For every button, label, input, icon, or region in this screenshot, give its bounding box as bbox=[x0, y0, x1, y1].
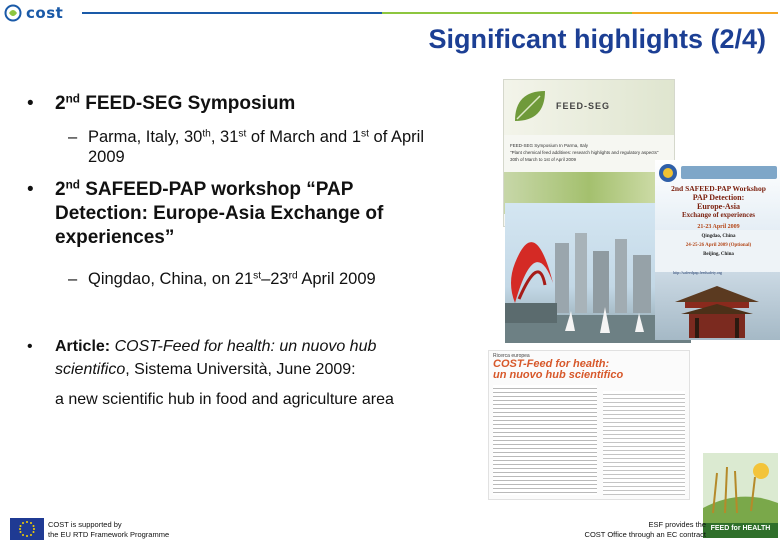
header-line-orange bbox=[632, 12, 778, 14]
safeed-line: Exchange of experiences bbox=[681, 211, 756, 219]
eu-flag-icon bbox=[10, 518, 44, 540]
safeed-line: Qingdao, China bbox=[701, 234, 736, 239]
bullet-text: FEED-SEG Symposium bbox=[79, 93, 296, 114]
article-source: , Sistema Università, June 2009: bbox=[125, 361, 356, 378]
superscript: st bbox=[253, 270, 262, 282]
superscript: th bbox=[202, 128, 211, 140]
article-body-col1 bbox=[493, 385, 597, 495]
slide-title: Significant highlights (2/4) bbox=[428, 24, 766, 54]
flyer-line: "Plant chemical feed additives: research highlights and regulatory aspects" bbox=[510, 150, 659, 155]
article-title: COST-Feed for health: un nuovo hub bbox=[114, 338, 377, 355]
flyer-brand: FEED-SEG bbox=[556, 101, 611, 111]
superscript: st bbox=[361, 128, 369, 140]
flyer-line: FEED-SEG Symposium In Parma, Italy bbox=[510, 143, 589, 148]
safeed-text bbox=[660, 184, 777, 259]
article-headline bbox=[493, 359, 623, 381]
superscript: nd bbox=[65, 92, 80, 106]
sub-text: Qingdao, China, on 21 bbox=[88, 270, 254, 288]
article-headline-line: un nuovo hub scientifico bbox=[493, 369, 624, 381]
superscript: st bbox=[238, 128, 247, 140]
cost-logo-text: cost bbox=[26, 4, 64, 22]
sub-text: April 2009 bbox=[297, 270, 376, 288]
safeed-line: Europe-Asia bbox=[697, 202, 740, 211]
bullet-dot: • bbox=[27, 93, 34, 114]
safeed-url: http://safeedpap.feedsafety.org bbox=[673, 270, 722, 275]
safeed-line: 24-25-26 April 2009 (Optional) bbox=[685, 243, 752, 248]
article-title-line2: scientifico bbox=[55, 361, 126, 378]
emblem-icon bbox=[658, 163, 678, 183]
header-line-blue bbox=[82, 12, 382, 14]
temple-icon bbox=[655, 272, 780, 340]
cost-logo-mark bbox=[4, 4, 24, 22]
bullet-text: 2 bbox=[55, 93, 66, 114]
footer-left-line2: the EU RTD Framework Programme bbox=[48, 529, 170, 539]
bullet-text: SAFEED-PAP workshop “PAP bbox=[79, 179, 354, 200]
sub-text: Parma, Italy, 30 bbox=[88, 128, 203, 146]
article-kicker: Ricerca europea bbox=[493, 353, 530, 359]
bullet-text-line2: Detection: Europe-Asia Exchange of bbox=[55, 203, 384, 224]
safeed-pap-flyer-image bbox=[655, 160, 780, 340]
sub-text: of April bbox=[368, 128, 424, 146]
leaf-icon bbox=[510, 86, 550, 126]
cost-logo bbox=[4, 3, 76, 23]
safeed-line: 21-23 April 2009 bbox=[697, 224, 740, 230]
footer-left bbox=[48, 520, 169, 539]
sub-dash: – bbox=[68, 270, 78, 288]
superscript: nd bbox=[65, 178, 80, 192]
safeed-line: Beijing, China bbox=[703, 252, 734, 257]
bullet-text-line3: experiences” bbox=[55, 227, 175, 248]
sub-text: –23 bbox=[261, 270, 289, 288]
safeed-line: PAP Detection: bbox=[692, 193, 745, 202]
flyer-line: 30th of March to 1st of April 2009 bbox=[510, 157, 577, 162]
footer-left-line1: COST is supported by bbox=[48, 520, 122, 529]
sub-text-line2: 2009 bbox=[88, 148, 125, 166]
safeed-line: 2nd SAFEED-PAP Workshop bbox=[671, 184, 766, 193]
sub-text: of March and 1 bbox=[246, 128, 361, 146]
sub-dash: – bbox=[68, 128, 78, 146]
footer-right bbox=[585, 520, 706, 539]
sub-text: , 31 bbox=[210, 128, 239, 146]
eu-stars bbox=[10, 518, 44, 540]
footer-right-line1: ESF provides the bbox=[648, 520, 706, 529]
sub-bullet-parma bbox=[68, 127, 508, 167]
bullet-dot: • bbox=[27, 179, 34, 200]
footer-right-line2: COST Office through an EC contract bbox=[584, 529, 706, 539]
feed-for-health-logo bbox=[703, 453, 778, 538]
temple-photo bbox=[655, 272, 780, 340]
header-line-green bbox=[382, 12, 632, 14]
article-body-col2 bbox=[603, 391, 685, 495]
sub-bullet-qingdao bbox=[68, 269, 488, 289]
bullet-article bbox=[27, 335, 495, 411]
bullet-dot: • bbox=[27, 338, 33, 355]
article-headline-line: COST-Feed for health: bbox=[493, 358, 610, 370]
bullet-feed-seg bbox=[27, 92, 485, 116]
article-description: a new scientific hub in food and agriculture area bbox=[55, 391, 394, 408]
article-label: Article: bbox=[55, 338, 115, 355]
flyer-text bbox=[510, 142, 670, 163]
bullet-safeed-pap bbox=[27, 178, 485, 250]
feed-for-health-label: FEED for HEALTH bbox=[710, 525, 771, 532]
logo-strip bbox=[681, 166, 777, 179]
superscript: rd bbox=[288, 270, 298, 282]
bullet-text: 2 bbox=[55, 179, 66, 200]
article-clipping-image bbox=[488, 350, 690, 500]
